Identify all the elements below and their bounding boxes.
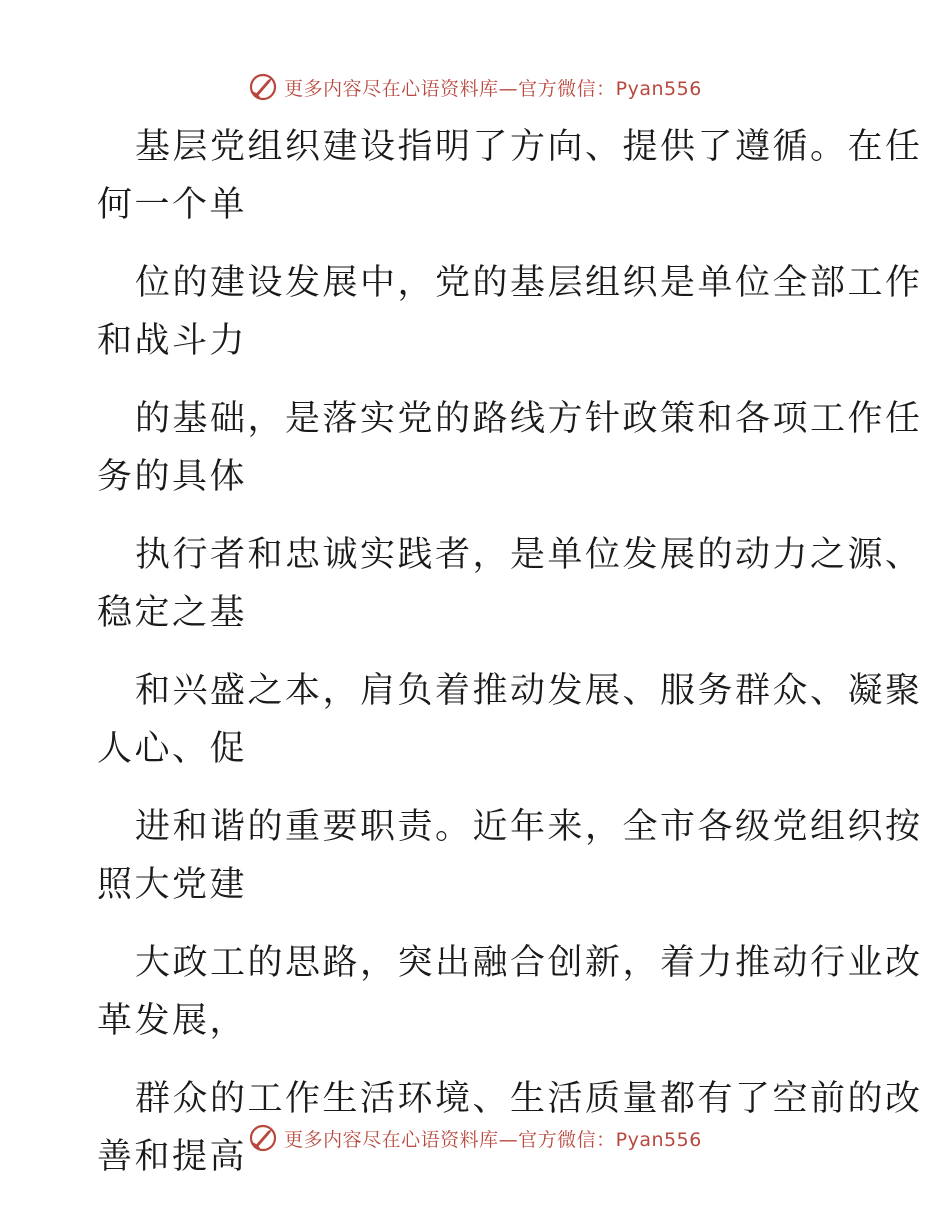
paragraph-line: 照大党建 <box>97 865 248 905</box>
paragraph-line: 善和提高 <box>97 1137 248 1177</box>
paragraph-line: 进和谐的重要职责。近年来，全市各级党组织按 <box>135 807 923 847</box>
quill-pen-logo-icon <box>248 72 278 102</box>
paragraph-2 <box>97 254 923 370</box>
paragraph-line: 执行者和忠诚实践者，是单位发展的动力之源、 <box>135 535 923 575</box>
paragraph-7 <box>97 934 923 1050</box>
paragraph-6 <box>97 798 923 914</box>
paragraph-line: 位的建设发展中，党的基层组织是单位全部工作 <box>135 263 923 303</box>
paragraph-line: 何一个单 <box>97 185 248 225</box>
paragraph-5 <box>97 662 923 778</box>
paragraph-line: 务的具体 <box>97 457 248 497</box>
paragraph-line: 的基础，是落实党的路线方针政策和各项工作任 <box>135 399 923 439</box>
paragraph-line: 和战斗力 <box>97 321 248 361</box>
header-banner <box>0 72 950 102</box>
header-banner-text: 更多内容尽在心语资料库—官方微信：Pyan556 <box>284 77 702 100</box>
document-body <box>97 118 923 1206</box>
paragraph-line: 基层党组织建设指明了方向、提供了遵循。在任 <box>135 127 923 167</box>
paragraph-line: 人心、促 <box>97 729 248 769</box>
paragraph-line: 革发展， <box>97 1001 248 1041</box>
paragraph-4 <box>97 526 923 642</box>
paragraph-3 <box>97 390 923 506</box>
paragraph-line: 和兴盛之本，肩负着推动发展、服务群众、凝聚 <box>135 671 923 711</box>
footer-banner <box>0 1123 950 1153</box>
paragraph-line: 稳定之基 <box>97 593 248 633</box>
paragraph-line: 群众的工作生活环境、生活质量都有了空前的改 <box>135 1079 923 1119</box>
paragraph-1 <box>97 118 923 234</box>
paragraph-line: 大政工的思路，突出融合创新，着力推动行业改 <box>135 943 923 983</box>
quill-pen-logo-icon <box>248 1123 278 1153</box>
footer-banner-text: 更多内容尽在心语资料库—官方微信：Pyan556 <box>284 1128 702 1151</box>
